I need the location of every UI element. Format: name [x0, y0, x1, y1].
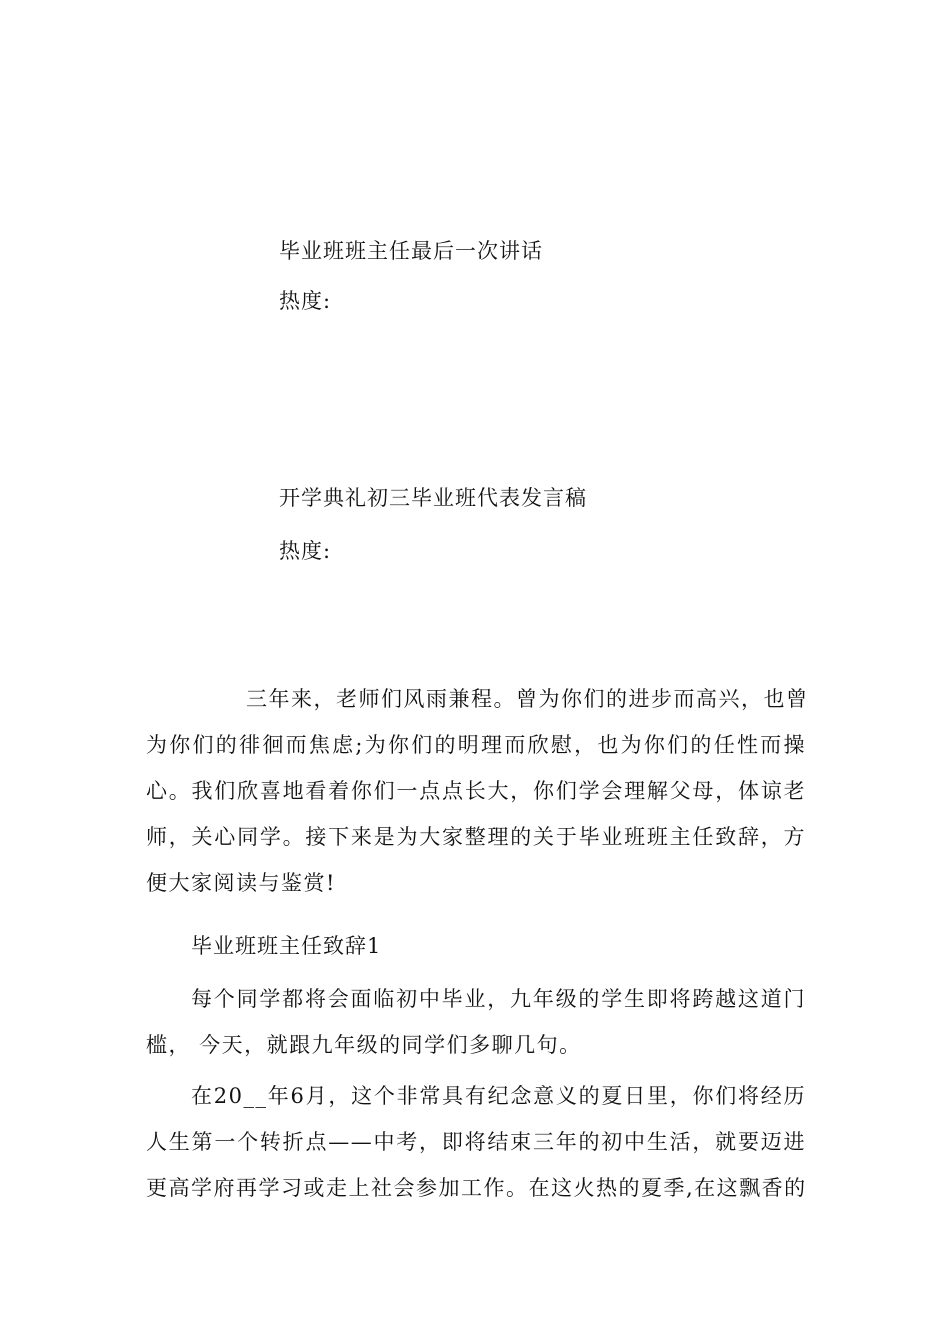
- paragraph-line: 更高学府再学习或走上社会参加工作。在这火热的夏季,在这飘香的: [146, 1176, 807, 1200]
- intro-paragraph: [146, 676, 809, 906]
- heat-label-2: 热度:: [279, 539, 332, 563]
- paragraph-line: 人生第一个转折点——中考，即将结束三年的初中生活，就要迈进: [146, 1130, 806, 1154]
- intro-line: 三年来，老师们风雨兼程。曾为你们的进步而高兴，也曾: [246, 687, 809, 711]
- article-title-1: 毕业班班主任最后一次讲话: [279, 239, 543, 263]
- article-title-2: 开学典礼初三毕业班代表发言稿: [279, 486, 587, 510]
- intro-line: 心。我们欣喜地看着你们一点点长大，你们学会理解父母，体谅老: [146, 779, 806, 803]
- paragraph-1: [146, 976, 806, 1068]
- paragraph-line: 每个同学都将会面临初中毕业，九年级的学生即将跨越这道门: [191, 987, 806, 1011]
- intro-line: 为你们的徘徊而焦虑;为你们的明理而欣慰，也为你们的任性而操: [146, 733, 806, 757]
- section-title: 毕业班班主任致辞1: [191, 934, 382, 958]
- intro-line: 师，关心同学。接下来是为大家整理的关于毕业班班主任致辞，方: [146, 825, 806, 849]
- heat-label-1: 热度:: [279, 289, 332, 313]
- paragraph-line: 槛， 今天，就跟九年级的同学们多聊几句。: [146, 1033, 582, 1057]
- intro-line: 便大家阅读与鉴赏!: [146, 871, 336, 895]
- paragraph-line: 在20__年6月，这个非常具有纪念意义的夏日里，你们将经历: [191, 1084, 806, 1108]
- paragraph-2: [146, 1073, 806, 1211]
